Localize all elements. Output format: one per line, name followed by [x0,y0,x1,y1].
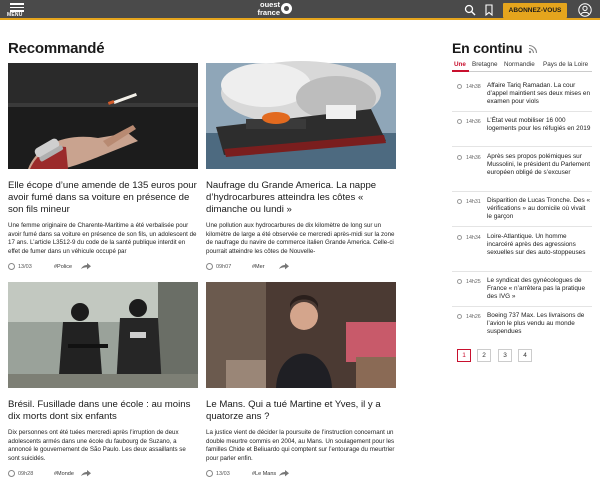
news-text[interactable]: Après ses propos polémiques sur Mussolini, le président du Parlement européen obligé de s’excuser [487,153,591,177]
sidebar-tabs [452,60,592,72]
clock-icon [457,314,462,319]
article-meta [206,469,396,479]
article-tag[interactable]: #Monde [54,470,74,477]
logo-mark-icon [281,3,292,14]
article-card[interactable] [206,63,396,272]
rss-icon[interactable] [528,44,538,54]
divider [452,226,592,227]
article-headline[interactable]: Brésil. Fusillade dans une école : au moins dix morts dont six enfants [8,399,191,422]
share-icon[interactable] [81,263,91,270]
article-headline[interactable]: Le Mans. Qui a tué Martine et Yves, il y a quatorze ans ? [206,399,381,422]
logo-text [246,1,280,17]
article-meta [8,262,198,272]
divider [452,111,592,112]
news-time: 14h36 [466,155,481,161]
article-card[interactable] [8,282,198,479]
page-button-3[interactable]: 3 [498,349,512,362]
tab-pays-de-la-loire[interactable]: Pays de la Loire [543,61,589,68]
clock-icon [457,155,462,160]
menu-label: MENU [7,12,23,18]
article-time: 13/03 [216,470,230,477]
menu-button[interactable] [6,2,30,19]
section-title-recommande: Recommandé [8,40,105,57]
article-card[interactable] [206,282,396,479]
clock-icon [457,279,462,284]
share-icon[interactable] [279,470,289,477]
article-tag[interactable]: #Mer [252,263,265,270]
article-image-smoking-hand[interactable] [8,63,198,169]
article-headline[interactable]: Elle écope d’une amende de 135 euros pour avoir fumé dans sa voiture en présence de son fils mineur [8,180,197,215]
sidebar-title-en-continu: En continu [452,40,523,56]
subscribe-button[interactable]: ABONNEZ-VOUS [503,3,567,18]
tab-bretagne[interactable]: Bretagne [472,61,498,68]
article-image-armed-police[interactable] [8,282,198,388]
divider [452,146,592,147]
clock-icon [457,235,462,240]
divider [452,191,592,192]
article-summary: Une femme originaire de Charente-Maritime a été verbalisée pour avoir fumé dans sa voiture en présence de son fils, un adolescent de 17 ans. L’article L3512-9 du code de la santé publique interdit en effet de fumer dans un véhicule occupé par [8,222,197,255]
divider [452,271,592,272]
article-headline[interactable]: Naufrage du Grande America. La nappe d’hydrocarbures atteindra les côtes « dimanche ou lundi » [206,180,377,215]
news-time: 14h25 [466,279,481,285]
share-icon[interactable] [81,470,91,477]
news-time: 14h36 [466,119,481,125]
article-card[interactable] [8,63,198,272]
page-button-2[interactable]: 2 [477,349,491,362]
clock-icon [457,84,462,89]
logo-line-1: ouest [259,0,280,9]
article-time: 09h28 [18,470,34,477]
hamburger-icon [10,3,24,11]
article-tag[interactable]: #Le Mans [252,470,277,477]
article-tag[interactable]: #Police [54,263,73,270]
news-text[interactable]: Boeing 737 Max. Les livraisons de l’avion le plus vendu au monde suspendues [487,312,585,336]
article-time: 09h07 [216,263,232,270]
clock-icon [206,470,213,477]
divider [452,306,592,307]
clock-icon [457,199,462,204]
user-account-icon[interactable] [578,3,592,17]
article-time: 13/03 [18,263,32,270]
bookmark-icon[interactable] [484,4,494,16]
news-time: 14h26 [466,314,481,320]
news-text[interactable]: Disparition de Lucas Tronche. Des « vérifications » au domicile où vivait le garçon [487,197,591,221]
share-icon[interactable] [279,263,289,270]
news-time: 14h34 [466,235,481,241]
clock-icon [8,263,15,270]
article-image-woman-indoors[interactable] [206,282,396,388]
top-bar [0,0,600,20]
article-meta [8,469,198,479]
news-text[interactable]: L’État veut mobiliser 16 000 logements pour les réfugiés en 2019 [487,117,591,133]
news-time: 14h38 [466,84,481,90]
news-text[interactable]: Loire-Atlantique. Un homme incarcéré après des agressions sexuelles sur des auto-stoppeuses [487,233,586,257]
article-summary: La justice vient de décider la poursuite de l’instruction concernant un double meurtre commis en 2004, au Mans. Un soulagement pour les familles Chide et Beliuardo qui comptent sur l’entourage du meurtrier pour parler enfin. [206,429,395,462]
news-text[interactable]: Le syndicat des gynécologues de France « n’arrêtera pas la pratique des IVG » [487,277,586,301]
tab-normandie[interactable]: Normandie [504,61,535,68]
clock-icon [206,263,213,270]
page-button-1[interactable]: 1 [457,349,471,362]
clock-icon [8,470,15,477]
article-summary: Une pollution aux hydrocarbures de dix kilomètre de long sur un kilomètre de large a été observée ce mercredi après-midi sur la zone de naufrage du navire de commerce italien Grande America. Celle-ci pourrait atteindre les côtes de Nouvelle- [206,222,395,255]
news-text[interactable]: Affaire Tariq Ramadan. La cour d’appel maintient ses deux mises en examen pour viols [487,82,591,106]
site-logo[interactable] [246,1,292,19]
active-tab-indicator [452,70,469,72]
page-button-4[interactable]: 4 [518,349,532,362]
article-meta [206,262,396,272]
tab-une[interactable]: Une [454,61,466,68]
article-summary: Dix personnes ont été tuées mercredi après l’irruption de deux adolescents armés dans une école du faubourg de Suzano, a annoncé le gouvernement de São Paulo. Les deux assaillants se sont suicidés. [8,429,186,462]
clock-icon [457,119,462,124]
logo-line-2: france [257,8,280,17]
article-image-burning-ship[interactable] [206,63,396,169]
search-icon[interactable] [464,4,476,16]
news-time: 14h31 [466,199,481,205]
